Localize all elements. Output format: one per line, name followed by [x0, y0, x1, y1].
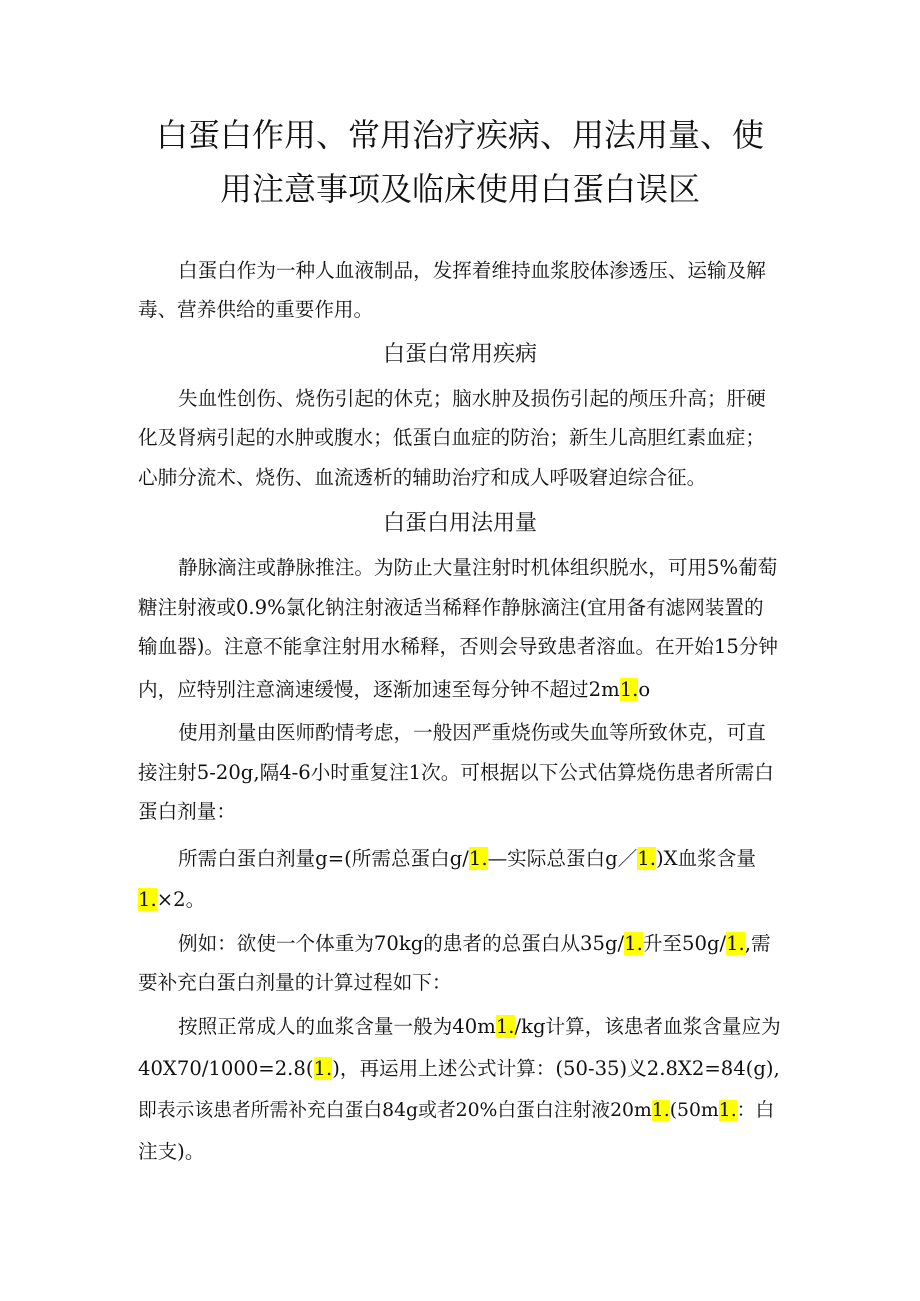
formula-line-1 [178, 844, 782, 874]
text-run: )X血浆含量 [655, 847, 756, 870]
title-line-2: 用注意事项及临床使用白蛋白误区 [219, 170, 700, 208]
highlighted-text: 1. [495, 1015, 515, 1038]
formula-line-2 [138, 885, 782, 915]
section-heading-common-diseases: 白蛋白常用疾病 [382, 342, 537, 367]
dosage-line-3: 蛋白剂量： [138, 800, 236, 823]
highlighted-text: 1. [138, 888, 157, 911]
text-run: ：白 [736, 1100, 775, 1121]
text-run: 所需白蛋白剂量g=(所需总蛋白g/ [178, 847, 469, 870]
example-line-2: 要补充白蛋白剂量的计算过程如下： [138, 971, 452, 994]
highlighted-text: 1. [718, 1100, 737, 1121]
diseases-line-1: 失血性创伤、烧伤引起的休克；脑水肿及损伤引起的颅压升高；肝硬 [178, 387, 766, 410]
highlighted-text: 1. [619, 678, 639, 701]
intro-line-2: 毒、营养供给的重要作用。 [138, 298, 374, 321]
text-run: 升至50g/ [642, 932, 727, 955]
dosage-line-1: 使用剂量由医师酌情考虑，一般因严重烧伤或失血等所致休克，可直 [178, 721, 766, 744]
calc-line-1 [178, 1012, 782, 1042]
intro-line-1: 白蛋白作为一种人血液制品，发挥着维持血浆胶体渗透压、运输及解 [178, 259, 766, 282]
highlighted-text: 1. [313, 1057, 333, 1080]
text-run: )，再运用上述公式计算：(50-35)义2.8X2=84(g), [332, 1057, 780, 1080]
text-run: ×2。 [156, 888, 206, 911]
text-run: /kg计算，该患者血浆含量应为 [514, 1015, 781, 1038]
text-run: 即表示该患者所需补充白蛋白84g或者20%白蛋白注射液20m [138, 1100, 652, 1121]
document-title [150, 108, 770, 216]
diseases-line-2: 化及肾病引起的水肿或腹水；低蛋白血症的防治；新生儿高胆红素血症； [138, 426, 765, 449]
text-run: o [638, 678, 651, 701]
highlighted-text: 1. [624, 932, 643, 955]
highlighted-text: 1. [637, 847, 656, 870]
calc-line-2 [138, 1054, 782, 1084]
text-run: 按照正常成人的血浆含量一般为40m [178, 1015, 496, 1038]
text-run: —实际总蛋白g／ [487, 847, 638, 870]
example-line-1 [178, 929, 782, 959]
text-run: ,需 [744, 932, 771, 955]
text-run: 例如：欲使一个体重为70kg的患者的总蛋白从35g/ [178, 932, 625, 955]
calc-line-3 [138, 1096, 782, 1126]
calc-line-4: 注支)。 [138, 1140, 205, 1163]
usage-line-2: 糖注射液或0.9%氯化钠注射液适当稀释作静脉滴注(宜用备有滤网装置的 [138, 596, 764, 619]
title-line-1: 白蛋白作用、常用治疗疾病、用法用量、使 [155, 116, 764, 154]
text-run: 内，应特别注意滴速缓慢，逐渐加速至每分钟不超过2m [138, 678, 620, 701]
usage-line-4 [138, 675, 782, 705]
highlighted-text: 1. [726, 932, 745, 955]
text-run: (50m [669, 1100, 719, 1121]
usage-line-3: 输血器)。注意不能拿注射用水稀释，否则会导致患者溶血。在开始15分钟 [138, 635, 778, 658]
highlighted-text: 1. [651, 1100, 670, 1121]
text-run: 40X70/1000=2.8( [138, 1057, 314, 1080]
usage-line-1: 静脉滴注或静脉推注。为防止大量注射时机体组织脱水，可用5%葡萄 [178, 556, 778, 579]
highlighted-text: 1. [468, 847, 488, 870]
diseases-line-3: 心肺分流术、烧伤、血流透析的辅助治疗和成人呼吸窘迫综合征。 [138, 466, 707, 489]
section-heading-usage-dosage: 白蛋白用法用量 [382, 511, 537, 536]
dosage-line-2: 接注射5-20g,隔4-6小时重复注1次。可根据以下公式估算烧伤患者所需白 [138, 761, 774, 784]
